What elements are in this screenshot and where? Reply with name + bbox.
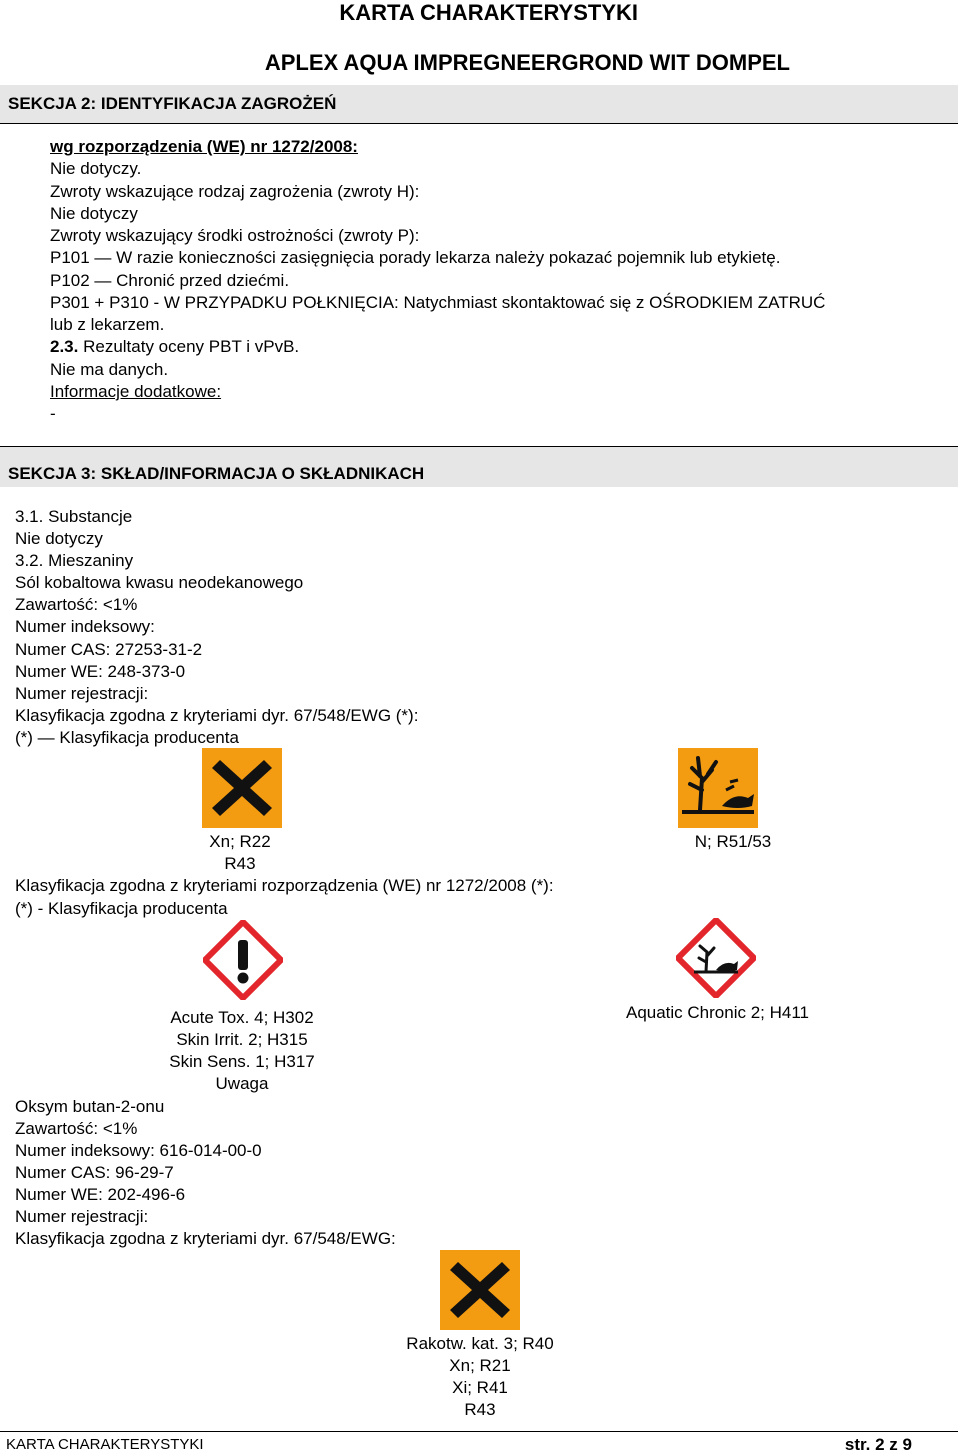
ghs-exclamation-icon (203, 920, 283, 1000)
section-2-title: SEKCJA 2: IDENTYFIKACJA ZAGROŻEŃ (8, 94, 337, 113)
text-line: Zawartość: <1% (15, 1119, 138, 1138)
text-line: Numer rejestracji: (15, 684, 149, 703)
doc-type-title: KARTA CHARAKTERYSTYKI (339, 0, 638, 25)
text-line: Numer WE: 202-496-6 (15, 1185, 186, 1204)
dsd-label: Rakotw. kat. 3; R40 (406, 1334, 554, 1353)
text-line: 3.1. Substancje (15, 507, 133, 526)
text-line: Zwroty wskazujący środki ostrożności (zwroty P): (50, 226, 420, 245)
text-line: Klasyfikacja zgodna z kryteriami dyr. 67/548/EWG: (15, 1229, 396, 1248)
dsd-label: Xn; R22 (209, 832, 271, 851)
ghs-environment-icon (676, 918, 756, 998)
text-line: P101 — W razie konieczności zasięgnięcia porady lekarza należy pokazać pojemnik lub etykietę. (50, 248, 781, 267)
text-line: lub z lekarzem. (50, 315, 165, 334)
additional-info-label: Informacje dodatkowe: (50, 382, 222, 401)
clp-signal-word: Uwaga (215, 1074, 269, 1093)
text-line: Zawartość: <1% (15, 595, 138, 614)
regulation-label: wg rozporządzenia (WE) nr 1272/2008: (50, 137, 358, 156)
text-line: 3.2. Mieszaniny (15, 551, 134, 570)
text-line: Numer CAS: 27253-31-2 (15, 640, 203, 659)
xn-cross-icon (202, 748, 282, 828)
section-divider (0, 123, 958, 124)
text-line: Nie ma danych. (50, 360, 169, 379)
text-line: (*) - Klasyfikacja producenta (15, 899, 228, 918)
clp-health-label: Skin Sens. 1; H317 (169, 1052, 315, 1071)
xn-cross-icon (440, 1250, 520, 1330)
text-line: Numer indeksowy: 616-014-00-0 (15, 1141, 262, 1160)
text-line: Numer indeksowy: (15, 617, 155, 636)
subsection-title: Rezultaty oceny PBT i vPvB. (83, 337, 300, 356)
subsection-number: 2.3. (50, 337, 79, 356)
page-number: str. 2 z 9 (844, 1435, 912, 1454)
section-3-title: SEKCJA 3: SKŁAD/INFORMACJA O SKŁADNIKACH (8, 464, 425, 483)
dsd-label: R43 (464, 1400, 496, 1419)
text-line: Numer rejestracji: (15, 1207, 149, 1226)
clp-health-label: Acute Tox. 4; H302 (170, 1008, 314, 1027)
text-line: Nie dotyczy (15, 529, 103, 548)
dsd-env-label: N; R51/53 (694, 832, 772, 851)
text-line: - (50, 404, 56, 423)
text-line: P102 — Chronić przed dziećmi. (50, 271, 290, 290)
dsd-label: Xn; R21 (449, 1356, 511, 1375)
clp-health-label: Skin Irrit. 2; H315 (176, 1030, 308, 1049)
product-name: APLEX AQUA IMPREGNEERGROND WIT DOMPEL (264, 50, 790, 75)
footer-doc-type: KARTA CHARAKTERYSTYKI (6, 1436, 204, 1453)
dsd-label: R43 (224, 854, 256, 873)
dsd-label: Xi; R41 (452, 1378, 508, 1397)
text-line: Klasyfikacja zgodna z kryteriami dyr. 67/548/EWG (*): (15, 706, 419, 725)
text-line: Zwroty wskazujące rodzaj zagrożenia (zwroty H): (50, 182, 420, 201)
text-line: Nie dotyczy. (50, 159, 142, 178)
text-line: P301 + P310 - W PRZYPADKU POŁKNIĘCIA: Natychmiast skontaktować się z OŚRODKIEM ZATRUĆ (50, 293, 826, 312)
footer-rule (0, 1431, 958, 1432)
text-line: (*) — Klasyfikacja producenta (15, 728, 239, 747)
clp-env-label: Aquatic Chronic 2; H411 (625, 1003, 809, 1022)
dead-tree-fish-icon (678, 748, 758, 828)
text-line: Nie dotyczy (50, 204, 138, 223)
text-line: Numer WE: 248-373-0 (15, 662, 186, 681)
text-line: Numer CAS: 96-29-7 (15, 1163, 174, 1182)
text-line: Sól kobaltowa kwasu neodekanowego (15, 573, 304, 592)
text-line: Oksym butan-2-onu (15, 1097, 165, 1116)
text-line: Klasyfikacja zgodna z kryteriami rozporządzenia (WE) nr 1272/2008 (*): (15, 876, 554, 895)
